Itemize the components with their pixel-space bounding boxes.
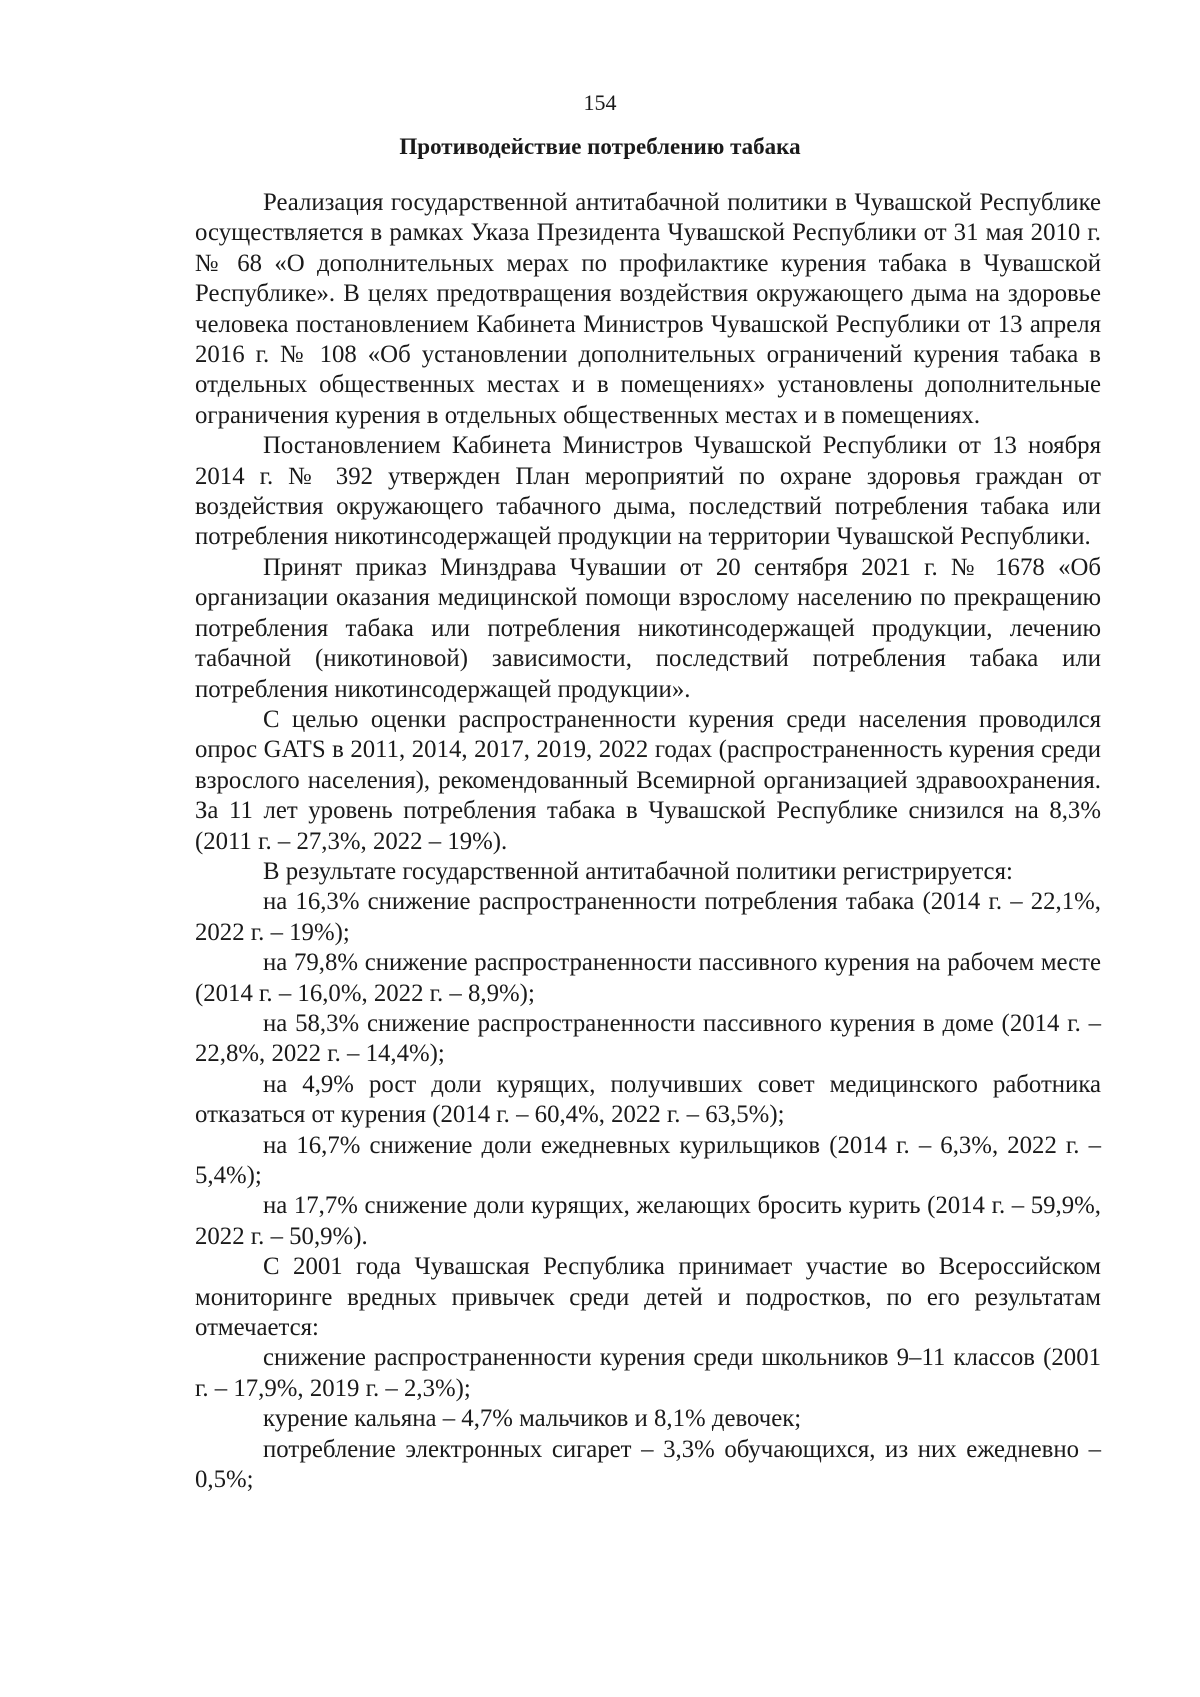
list-item-4: на 4,9% рост доли курящих, получивших совет медицинского работника отказаться от курения (2014 г. – 60,4%, 2022 г. – 63,5%); — [195, 1070, 1101, 1129]
paragraph-1: Реализация государственной антитабачной политики в Чувашской Республике осуществляется в рамках Указа Президента Чувашской Республики от 31 мая 2010 г. № 68 «О дополнительных мерах по профилактике курения табака в Чувашской Республике». В целях предотвращения воздействия окружающего дыма на здоровье человека постановлением Кабинета Министров Чувашской Республики от 13 апреля 2016 г. № 108 «Об установлении дополнительных ограничений курения табака в отдельных общественных местах и в помещениях» установлены дополнительные ограничения курения в отдельных общественных местах и в помещениях. — [195, 189, 1101, 429]
paragraph-3: Принят приказ Минздрава Чувашии от 20 сентября 2021 г. № 1678 «Об организации оказания медицинской помощи взрослому населению по прекращению потребления табака или потребления никотинсодержащей продукции, лечению табачной (никотиновой) зависимости, последствий потребления табака или потребления никотинсодержащей продукции». — [195, 553, 1101, 703]
list-item-7: снижение распространенности курения среди школьников 9–11 классов (2001 г. – 17,9%, 2019 г. – 2,3%); — [195, 1344, 1101, 1402]
section-title: Противодействие потреблению табака — [399, 134, 801, 159]
paragraph-6: С 2001 года Чувашская Республика принимает участие во Всероссийском мониторинге вредных привычек среди детей и подростков, по его результатам отмечается: — [195, 1253, 1101, 1342]
paragraph-4: С целью оценки распространенности курения среди населения проводился опрос GATS в 2011, 2014, 2017, 2019, 2022 годах (распространенность курения среди взрослого населения), рекомендованный Всемирной организацией здравоохранения. За 11 лет уровень потребления табака в Чувашской Республике снизился на 8,3% (2011 г. – 27,3%, 2022 – 19%). — [195, 705, 1101, 855]
list-item-2: на 79,8% снижение распространенности пассивного курения на рабочем месте (2014 г. – 16,0%, 2022 г. – 8,9%); — [195, 949, 1101, 1007]
list-item-3: на 58,3% снижение распространенности пассивного курения в доме (2014 г. – 22,8%, 2022 г. – 14,4%); — [195, 1009, 1101, 1068]
paragraph-5: В результате государственной антитабачной политики регистрируется: — [263, 857, 1013, 885]
list-item-1: на 16,3% снижение распространенности потребления табака (2014 г. – 22,1%, 2022 г. – 19%); — [195, 888, 1101, 946]
body-text — [195, 188, 1101, 1495]
list-item-9: потребление электронных сигарет – 3,3% обучающихся, из них ежедневно – 0,5%; — [195, 1435, 1101, 1494]
list-item-8: курение кальяна – 4,7% мальчиков и 8,1% девочек; — [263, 1405, 802, 1433]
paragraph-2: Постановлением Кабинета Министров Чувашской Республики от 13 ноября 2014 г. № 392 утвержден План мероприятий по охране здоровья граждан от воздействия окружающего табачного дыма, последствий потребления табака или потребления никотинсодержащей продукции на территории Чувашской Республики. — [195, 432, 1101, 551]
page-number: 154 — [583, 90, 617, 115]
list-item-5: на 16,7% снижение доли ежедневных курильщиков (2014 г. – 6,3%, 2022 г. – 5,4%); — [195, 1131, 1101, 1189]
list-item-6: на 17,7% снижение доли курящих, желающих бросить курить (2014 г. – 59,9%, 2022 г. – 50,9%). — [195, 1192, 1101, 1250]
